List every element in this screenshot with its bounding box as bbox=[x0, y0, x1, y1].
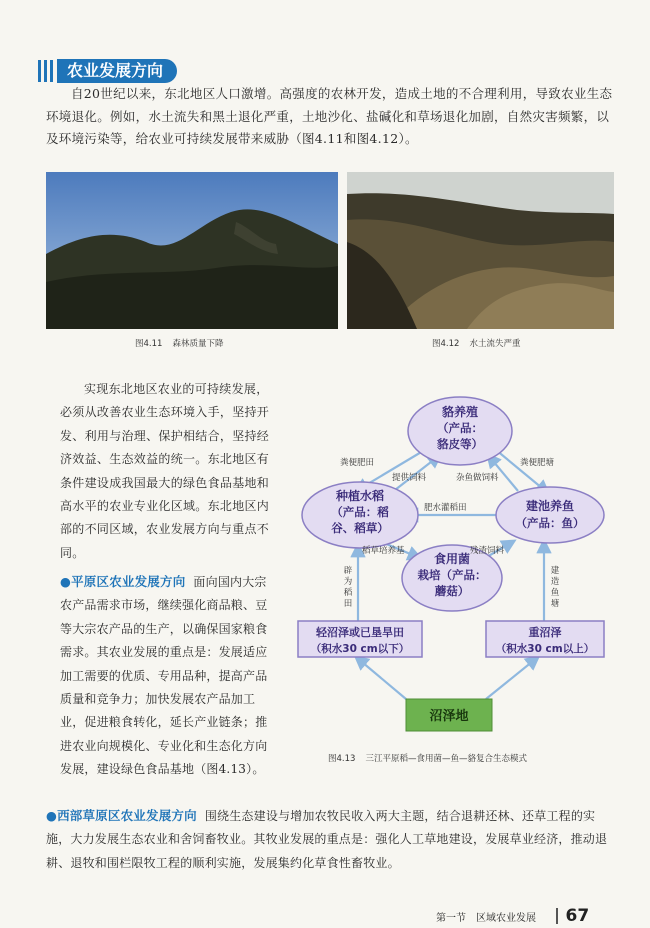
page-footer bbox=[436, 906, 589, 926]
figure-4-11-caption: 图4.11 森林质量下降 bbox=[135, 339, 224, 349]
svg-text:（产品：鱼）: （产品：鱼） bbox=[515, 516, 585, 530]
svg-text:蘑菇）: 蘑菇） bbox=[434, 584, 470, 598]
svg-text:栽培（产品：: 栽培（产品： bbox=[417, 568, 487, 582]
svg-text:（产品：稻: （产品：稻 bbox=[331, 505, 389, 519]
label-build-pond-2: 造 bbox=[550, 577, 560, 587]
grassland-text: 围绕生态建设与增加农牧民收入两大主题，结合退耕还林、还草工程的实施，大力发展生态农业和舍饲畜牧业。其牧业发展的重点是：强化人工草地建设，发展草业经济，推动退耕、退牧和围栏限牧工程的顺利实施，发展集约化草食性畜牧业。 bbox=[46, 809, 608, 870]
section-header bbox=[38, 58, 188, 84]
node-heavy-marsh bbox=[486, 621, 604, 657]
svg-text:种植水稻: 种植水稻 bbox=[335, 489, 385, 503]
erosion-photo bbox=[347, 172, 614, 329]
label-build-pond-1: 建 bbox=[550, 566, 560, 576]
sustainability-paragraph: 实现东北地区农业的可持续发展，必须从改善农业生态环境入手，坚持开发、利用与治理、保护相结合，坚持经济效益、生态效益的统一。东北地区有条件建设成我国最大的绿色食品基地和高水平的农业专业化区域。东北地区内部的不同区域，农业发展方向与重点不同。 bbox=[60, 382, 270, 560]
footer-chapter: 第一节 区域农业发展 bbox=[436, 912, 536, 924]
svg-text:食用菌: 食用菌 bbox=[433, 552, 471, 566]
label-feed: 提供饲料 bbox=[392, 473, 427, 483]
section-header-bars bbox=[38, 60, 53, 82]
svg-text:（积水30 cm以上）: （积水30 cm以上） bbox=[495, 643, 595, 655]
label-manure-left: 粪便肥田 bbox=[340, 458, 375, 468]
grassland-heading: ●西部草原区农业发展方向 bbox=[46, 808, 197, 823]
label-build-pond-3: 鱼 bbox=[550, 588, 560, 598]
figure-4-13-caption: 图4.13 三江平原稻—食用菌—鱼—貉复合生态模式 bbox=[328, 754, 527, 764]
label-build-pond-4: 塘 bbox=[550, 599, 560, 609]
svg-text:重沼泽: 重沼泽 bbox=[528, 626, 562, 639]
arrow-marsh-left bbox=[356, 657, 406, 699]
plain-region-heading: ●平原区农业发展方向 bbox=[60, 574, 186, 589]
footer-separator bbox=[556, 908, 558, 924]
arrow-marsh-right bbox=[486, 657, 538, 699]
label-straw: 稻草培养基 bbox=[362, 546, 405, 556]
node-light-marsh bbox=[298, 621, 422, 657]
svg-text:谷、稻草）: 谷、稻草） bbox=[331, 521, 389, 535]
label-to-paddy-1: 辟 bbox=[343, 566, 353, 576]
svg-text:建池养鱼: 建池养鱼 bbox=[525, 499, 575, 513]
node-rice bbox=[302, 482, 418, 548]
label-to-paddy-2: 为 bbox=[343, 577, 353, 587]
section-title: 农业发展方向 bbox=[57, 59, 177, 83]
svg-text:沼泽地: 沼泽地 bbox=[429, 709, 469, 724]
eco-model-diagram bbox=[294, 393, 624, 738]
label-manure-right: 粪便肥塘 bbox=[520, 458, 555, 468]
label-fertilize: 肥水灌稻田 bbox=[424, 503, 467, 513]
figure-4-12-caption: 图4.12 水土流失严重 bbox=[432, 339, 521, 349]
svg-text:貉皮等）: 貉皮等） bbox=[437, 437, 483, 451]
forest-photo bbox=[46, 172, 338, 329]
node-marsh bbox=[406, 699, 492, 731]
intro-paragraph: 自20世纪以来，东北地区人口激增。高强度的农林开发，造成土地的不合理利用，导致农业生态环境退化。例如，水土流失和黑土退化严重，土地沙化、盐碱化和草场退化加剧，自然灾害频繁，以及环境污染等，给农业可持续发展带来威胁（图4.11和图4.12）。 bbox=[46, 86, 613, 146]
label-fish-feed: 杂鱼做饲料 bbox=[456, 473, 499, 483]
svg-text:貉养殖: 貉养殖 bbox=[441, 405, 479, 419]
label-residue: 残渣饲料 bbox=[470, 546, 505, 556]
svg-text:（积水30 cm以下）: （积水30 cm以下） bbox=[310, 643, 410, 655]
label-to-paddy-4: 田 bbox=[343, 599, 353, 609]
svg-text:轻沼泽或已垦旱田: 轻沼泽或已垦旱田 bbox=[316, 626, 404, 639]
page-number: 67 bbox=[565, 906, 590, 926]
plain-region-paragraph bbox=[60, 570, 276, 782]
svg-text:（产品：: （产品： bbox=[437, 421, 483, 435]
plain-region-text: 面向国内大宗农产品需求市场，继续强化商品粮、豆等大宗农产品的生产，以确保国家粮食需求。其农业发展的重点是：发展适应加工需要的优质、专用品种，提高产品质量和竞争力；加快发展农产品加工业，促进粮食转化，延长产业链条；推进农业向规模化、专业化和生态化方向发展，建设绿色食品基地（图4.13）。 bbox=[60, 575, 268, 777]
grassland-paragraph bbox=[46, 804, 614, 875]
label-to-paddy-3: 稻 bbox=[343, 588, 353, 598]
node-pig bbox=[408, 397, 512, 465]
node-fish bbox=[496, 487, 604, 543]
